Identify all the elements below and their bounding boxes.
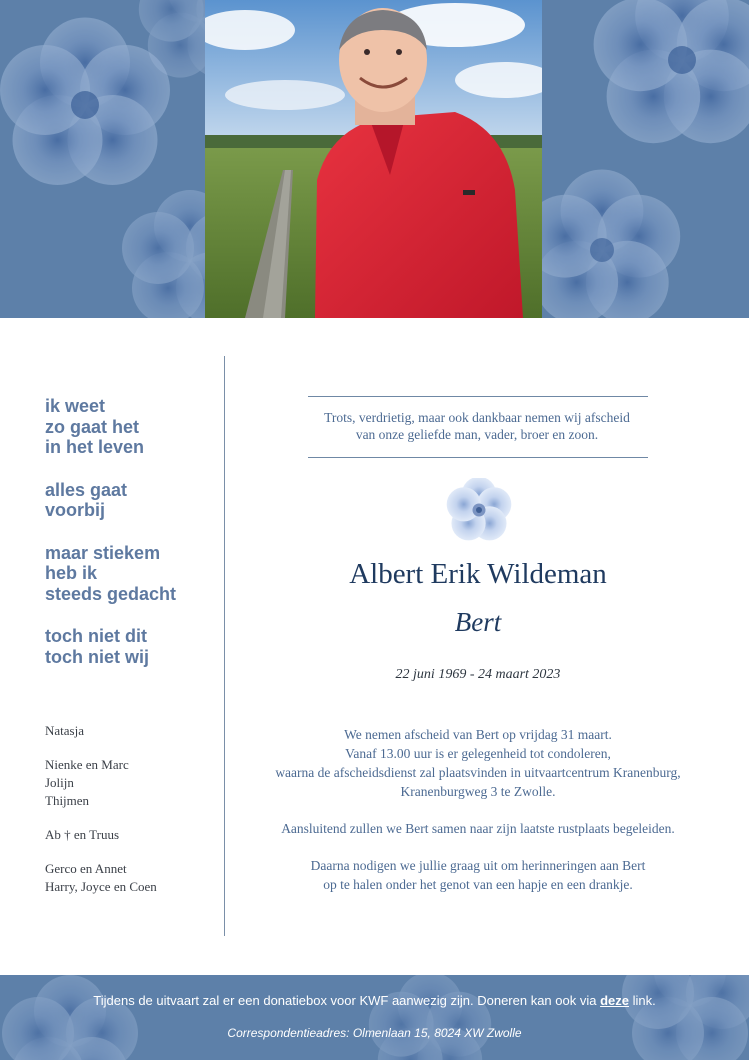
family-member: Harry, Joyce en Coen bbox=[45, 879, 157, 894]
details-line: Kranenburgweg 3 te Zwolle. bbox=[400, 784, 556, 799]
donation-link[interactable]: deze bbox=[600, 993, 629, 1008]
poem-line: toch niet dit bbox=[45, 626, 147, 646]
correspondence-address: Correspondentieadres: Olmenlaan 15, 8024 XW Zwolle bbox=[227, 1026, 522, 1040]
poem-line: zo gaat het bbox=[45, 416, 140, 437]
family-list bbox=[45, 722, 220, 912]
family-member: Natasja bbox=[45, 723, 84, 738]
intro-text bbox=[262, 409, 692, 443]
poem-stanza bbox=[45, 543, 225, 605]
footer-banner bbox=[0, 975, 749, 1060]
family-group bbox=[45, 826, 220, 844]
poem-line: toch niet wij bbox=[45, 646, 150, 667]
flower-icon bbox=[0, 0, 205, 318]
details-line: op te halen onder het genot van een hapje en een drankje. bbox=[323, 877, 633, 892]
funeral-details bbox=[236, 725, 720, 912]
family-group bbox=[45, 756, 220, 810]
intro-line: Trots, verdrietig, maar ook dankbaar nemen wij afscheid bbox=[324, 410, 630, 425]
family-member: Jolijn bbox=[45, 775, 74, 790]
poem-line: in het leven bbox=[45, 437, 145, 457]
poem-line: ik weet bbox=[45, 396, 106, 416]
top-rule bbox=[308, 396, 648, 397]
details-line: We nemen afscheid van Bert op vrijdag 31 maart. bbox=[344, 727, 612, 742]
poem-stanza bbox=[45, 626, 225, 667]
family-member: Gerco en Annet bbox=[45, 861, 127, 876]
donation-suffix: link. bbox=[628, 993, 656, 1008]
details-line: waarna de afscheidsdienst zal plaatsvinden in uitvaartcentrum Kranenburg, bbox=[275, 765, 681, 780]
flower-icon bbox=[443, 478, 515, 542]
poem-stanza bbox=[45, 396, 225, 458]
family-group bbox=[45, 860, 220, 896]
donation-notice bbox=[0, 993, 749, 1008]
intro-line: van onze geliefde man, vader, broer en zoon. bbox=[355, 427, 599, 442]
poem-line: alles gaat bbox=[45, 479, 128, 500]
family-member: Nienke en Marc bbox=[45, 757, 129, 772]
details-line: Aansluitend zullen we Bert samen naar zijn laatste rustplaats begeleiden. bbox=[281, 821, 675, 836]
poem-line: voorbij bbox=[45, 500, 106, 520]
poem-line: heb ik bbox=[45, 563, 98, 583]
details-line: Vanaf 13.00 uur is er gelegenheid tot condoleren, bbox=[345, 746, 611, 761]
portrait-photo bbox=[205, 0, 542, 318]
poem-line: maar stiekem bbox=[45, 542, 161, 563]
details-paragraph bbox=[236, 856, 720, 894]
donation-text: Tijdens de uitvaart zal er een donatiebox voor KWF aanwezig zijn. Doneren kan ook via bbox=[93, 993, 601, 1008]
poem bbox=[45, 396, 225, 689]
family-member: Ab † en Truus bbox=[45, 827, 120, 842]
flower-icon bbox=[0, 975, 749, 1060]
deceased-nickname: Bert bbox=[454, 607, 502, 637]
details-paragraph bbox=[236, 725, 720, 801]
poem-stanza bbox=[45, 480, 225, 521]
bottom-rule bbox=[308, 457, 648, 458]
flower-icon bbox=[542, 0, 749, 318]
family-member: Thijmen bbox=[45, 793, 90, 808]
header-banner bbox=[0, 0, 749, 318]
deceased-name: Albert Erik Wildeman bbox=[349, 558, 607, 590]
details-line: Daarna nodigen we jullie graag uit om herinneringen aan Bert bbox=[310, 858, 646, 873]
family-group bbox=[45, 722, 220, 740]
life-dates: 22 juni 1969 - 24 maart 2023 bbox=[395, 667, 561, 682]
details-paragraph bbox=[236, 819, 720, 838]
poem-line: steeds gedacht bbox=[45, 583, 177, 604]
